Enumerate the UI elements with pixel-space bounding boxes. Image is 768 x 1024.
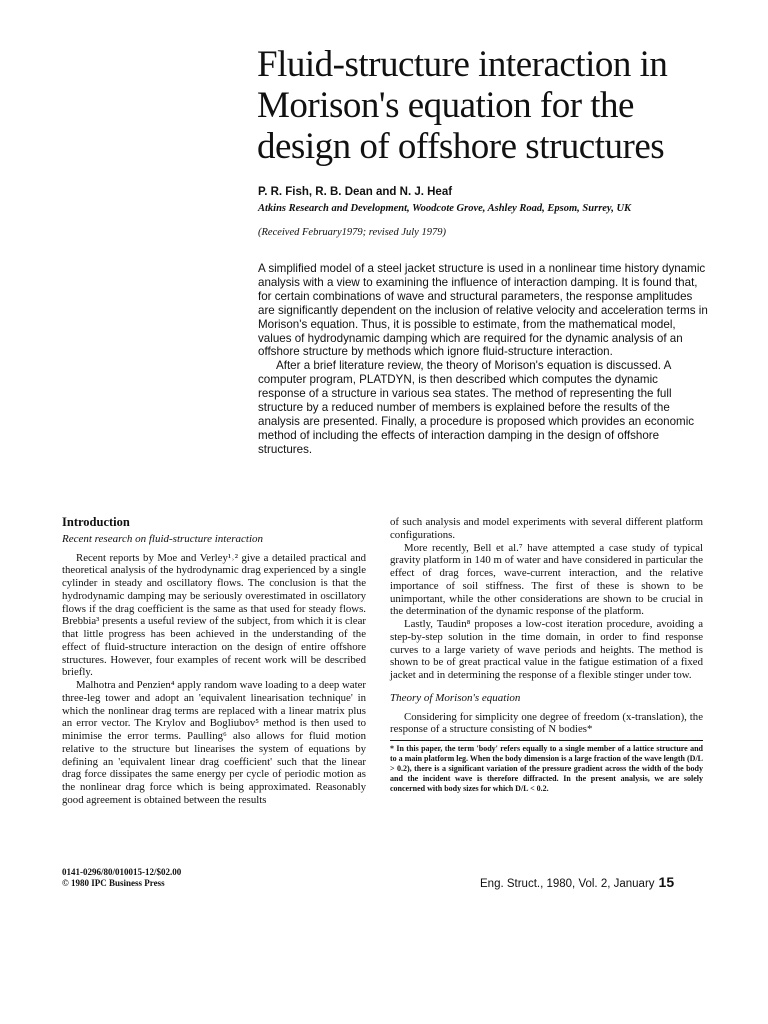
authors: P. R. Fish, R. B. Dean and N. J. Heaf — [258, 186, 453, 198]
body-paragraph: Recent reports by Moe and Verley¹˒² give a detailed practical and theoretical analysis of the hydrodynamic drag experienced by a single cylinder in steady and oscillatory flows. The conclusion is that the hydrodynamic damping may be seriously overestimated in oscillatory flows if the drag coefficient is the same as that used for steady flows. Brebbia³ presents a useful review of the subject, from which it is clear that little progress has been achieved in the understanding of the effect of fluid-structure interaction on the design of entire offshore structures. However, four examples of recent work will be described briefly. — [62, 551, 366, 679]
issn-code: 0141-0296/80/010015-12/$02.00 — [62, 867, 182, 877]
page-number: 15 — [658, 874, 675, 890]
section-heading: Introduction — [62, 515, 130, 529]
title-line: Fluid-structure interaction in — [257, 44, 668, 85]
abstract — [258, 262, 708, 457]
body-paragraph: Considering for simplicity one degree of freedom (x-translation), the response of a structure consisting of N bodies* — [390, 710, 703, 736]
journal-citation: Eng. Struct., 1980, Vol. 2, January — [480, 878, 655, 890]
subsection-heading: Theory of Morison's equation — [390, 691, 521, 704]
title-line: Morison's equation for the — [257, 85, 634, 126]
body-paragraph: of such analysis and model experiments with several different platform configurations. — [390, 516, 703, 541]
body-paragraph: Lastly, Taudin⁸ proposes a low-cost iteration procedure, avoiding a step-by-step solution in the time domain, in order to find response curves to a large variety of wave periods and heights. The method is shown to be of great practical value in the fatigue estimation of a fixed jacket and in determining the response of a flexible stinger under tow. — [390, 618, 703, 681]
title-line: design of offshore structures — [257, 126, 665, 167]
footnote-divider — [390, 740, 703, 741]
copyright: © 1980 IPC Business Press — [62, 878, 165, 888]
right-column — [390, 516, 703, 794]
body-paragraph: More recently, Bell et al.⁷ have attempted a case study of typical gravity platform in 140 m of water and have considered in particular the effect of drag forces, wave-current interaction, and the relative importance of soil stiffness. The first of these is shown to be unimportant, while the other considerations are shown to be crucial in the determination of the dynamic response of the platform. — [390, 541, 703, 618]
received-date: (Received February1979; revised July 1979) — [258, 227, 446, 238]
abstract-paragraph: After a brief literature review, the theory of Morison's equation is discussed. A computer program, PLATDYN, is then described which computes the dynamic response of a structure in various sea states. The method of representing the full structure by a reduced number of members is explained before the results of the analysis are presented. Finally, a procedure is proposed which provides an economic method of including the effects of interaction damping in the design of offshore structures. — [258, 359, 695, 456]
footer-left — [62, 867, 181, 889]
paper-title — [257, 44, 737, 167]
abstract-paragraph: A simplified model of a steel jacket structure is used in a nonlinear time history dynamic analysis with a view to examining the influence of interaction damping. It is found that, for certain combinations of wave and structural parameters, the response amplitudes are significantly dependent on the inclusion of relative velocity and acceleration terms in Morison's equation. Thus, it is possible to estimate, from the mathematical model, values of hydrodynamic damping which are required for the dynamic analysis of an offshore structure by methods which ignore fluid-structure interaction. — [258, 262, 708, 359]
affiliation: Atkins Research and Development, Woodcote Grove, Ashley Road, Epsom, Surrey, UK — [258, 203, 632, 214]
footnote: * In this paper, the term 'body' refers equally to a single member of a lattice structure and to a main platform leg. When the body dimension is a large fraction of the wave length (D/L > 0.2), there is a significant variation of the pressure gradient across the width of the body and the incident wave is therefore diffracted. In the present analysis, we are solely concerned with body sizes for which D/L < 0.2. — [390, 744, 703, 793]
body-paragraph: Malhotra and Penzien⁴ apply random wave loading to a deep water three-leg tower and adopt an 'equivalent linearisation technique' in which the nonlinear drag terms are replaced with a linear matrix plus an error vector. The Krylov and Bogliubov⁵ method is then used to minimise the error terms. Paulling⁶ also allows for fluid motion relative to the structure but linearises the system of equations by defining an 'equivalent linear drag coefficient' such that the linear drag force dissipates the same energy per cycle of periodic motion as the nonlinear drag force which is being approximated. Reasonably good agreement is obtained between the results — [62, 679, 366, 806]
left-column — [62, 516, 366, 807]
subsection-heading: Recent research on fluid-structure interaction — [62, 532, 264, 545]
footer-right — [480, 874, 690, 890]
